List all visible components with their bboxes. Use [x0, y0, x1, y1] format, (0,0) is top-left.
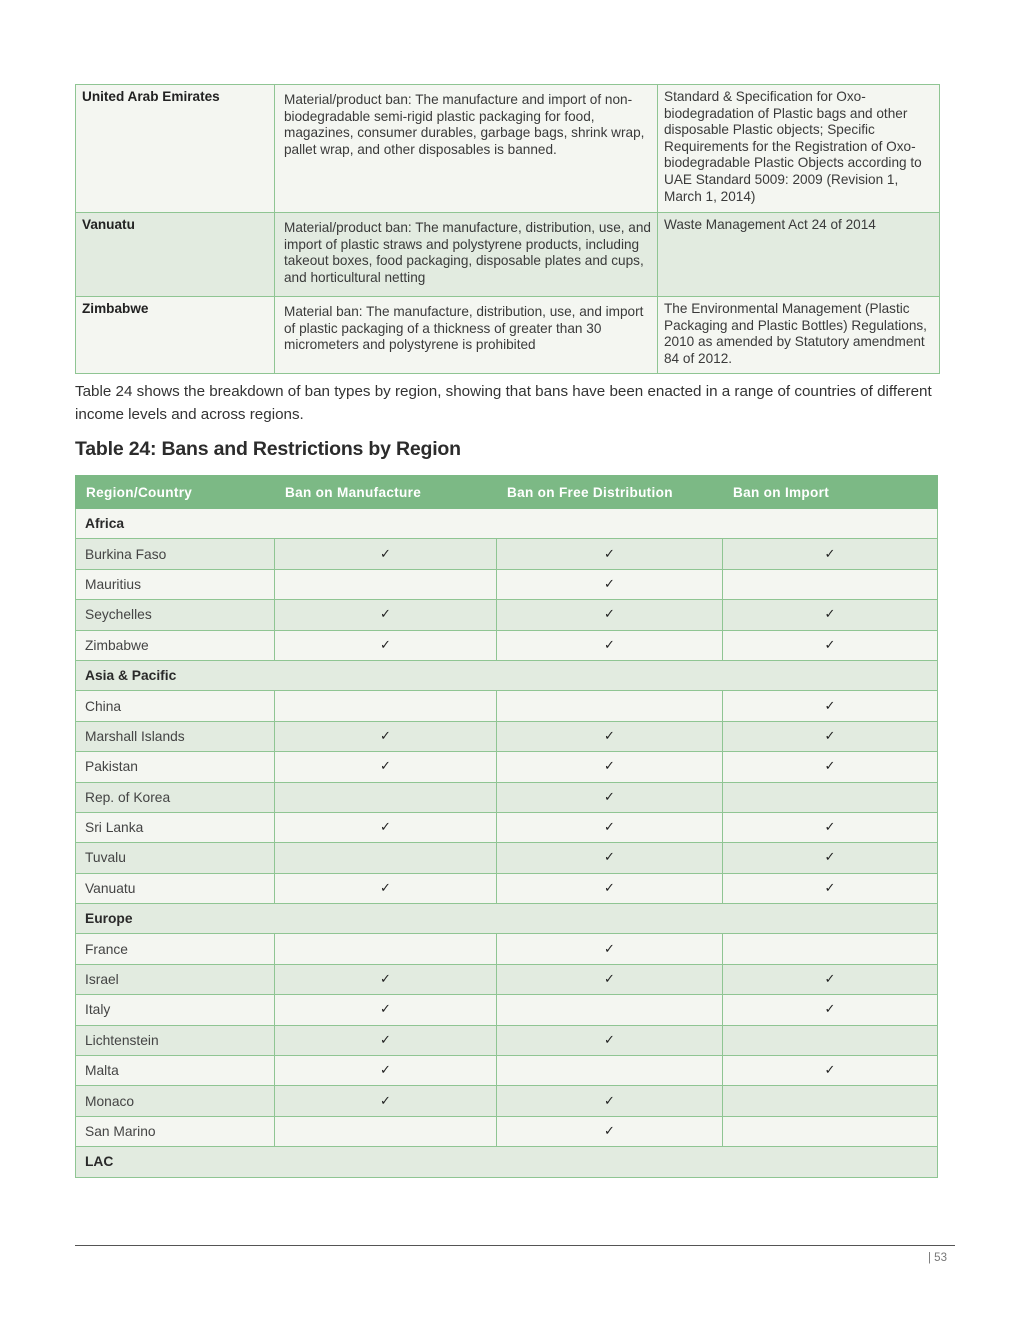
- table-row: [76, 995, 938, 1025]
- checkmark-icon: ✓: [604, 607, 615, 623]
- check-cell-distribution: [497, 934, 723, 964]
- check-cell-import: [723, 539, 938, 569]
- check-cell-import: [723, 782, 938, 812]
- header-ban-import: Ban on Import: [723, 476, 938, 509]
- check-cell-manufacture: [275, 600, 497, 630]
- region-table-body: [76, 509, 938, 1178]
- checkmark-icon: ✓: [604, 1093, 615, 1109]
- check-cell-distribution: [497, 995, 723, 1025]
- check-cell-import: [723, 873, 938, 903]
- check-cell-manufacture: [275, 721, 497, 751]
- check-cell-import: [723, 964, 938, 994]
- checkmark-icon: ✓: [604, 972, 615, 988]
- check-cell-manufacture: [275, 539, 497, 569]
- table-row: [76, 630, 938, 660]
- check-cell-import: [723, 721, 938, 751]
- check-cell-import: [723, 1056, 938, 1086]
- check-cell-manufacture: [275, 752, 497, 782]
- table-row: [76, 721, 938, 751]
- check-cell-manufacture: [275, 812, 497, 842]
- region-group-label: Africa: [76, 509, 938, 539]
- check-cell-import: [723, 843, 938, 873]
- checkmark-icon: ✓: [824, 820, 836, 836]
- check-cell-distribution: [497, 1116, 723, 1146]
- checkmark-icon: ✓: [824, 546, 836, 562]
- checkmark-icon: ✓: [380, 1002, 391, 1018]
- checkmark-icon: ✓: [824, 850, 836, 866]
- table-title: Table 24: Bans and Restrictions by Region: [75, 438, 461, 460]
- country-cell: Vanuatu: [76, 213, 275, 297]
- check-cell-distribution: [497, 721, 723, 751]
- table-row: [76, 213, 940, 297]
- checkmark-icon: ✓: [604, 576, 615, 592]
- checkmark-icon: ✓: [604, 941, 615, 957]
- check-cell-import: [723, 1025, 938, 1055]
- legislation-cell: Waste Management Act 24 of 2014: [658, 213, 940, 297]
- description-cell: Material/product ban: The manufacture, distribution, use, and import of plastic straws and polystyrene products, including takeout boxes, food packaging, disposable plates and cups, and horticultural netting: [275, 213, 658, 297]
- check-cell-manufacture: [275, 964, 497, 994]
- country-name-cell: Lichtenstein: [76, 1025, 275, 1055]
- check-cell-manufacture: [275, 782, 497, 812]
- checkmark-icon: ✓: [604, 850, 615, 866]
- country-cell: Zimbabwe: [76, 297, 275, 374]
- check-cell-import: [723, 752, 938, 782]
- check-cell-manufacture: [275, 995, 497, 1025]
- checkmark-icon: ✓: [604, 546, 615, 562]
- check-cell-manufacture: [275, 630, 497, 660]
- region-group-row: [76, 509, 938, 539]
- header-ban-distribution: Ban on Free Distribution: [497, 476, 723, 509]
- checkmark-icon: ✓: [380, 1032, 391, 1048]
- check-cell-manufacture: [275, 843, 497, 873]
- checkmark-icon: ✓: [604, 637, 615, 653]
- check-cell-import: [723, 569, 938, 599]
- checkmark-icon: ✓: [824, 759, 836, 775]
- country-name-cell: Seychelles: [76, 600, 275, 630]
- check-cell-import: [723, 1116, 938, 1146]
- country-name-cell: Tuvalu: [76, 843, 275, 873]
- checkmark-icon: ✓: [824, 698, 836, 714]
- check-cell-distribution: [497, 539, 723, 569]
- check-cell-distribution: [497, 964, 723, 994]
- checkmark-icon: ✓: [604, 759, 615, 775]
- legislation-table-continued: [75, 84, 940, 374]
- check-cell-manufacture: [275, 934, 497, 964]
- region-ban-table: [75, 475, 938, 1178]
- checkmark-icon: ✓: [380, 820, 391, 836]
- header-region-country: Region/Country: [76, 476, 275, 509]
- check-cell-import: [723, 691, 938, 721]
- region-group-row: [76, 1147, 938, 1177]
- check-cell-manufacture: [275, 1116, 497, 1146]
- table-row: [76, 1025, 938, 1055]
- check-cell-distribution: [497, 1025, 723, 1055]
- table-row: [76, 297, 940, 374]
- country-name-cell: Burkina Faso: [76, 539, 275, 569]
- country-name-cell: Sri Lanka: [76, 812, 275, 842]
- table-row: [76, 964, 938, 994]
- region-group-row: [76, 904, 938, 934]
- checkmark-icon: ✓: [380, 607, 391, 623]
- country-name-cell: Marshall Islands: [76, 721, 275, 751]
- check-cell-distribution: [497, 1086, 723, 1116]
- country-name-cell: Rep. of Korea: [76, 782, 275, 812]
- country-name-cell: France: [76, 934, 275, 964]
- country-name-cell: Mauritius: [76, 569, 275, 599]
- checkmark-icon: ✓: [380, 1063, 391, 1079]
- check-cell-import: [723, 995, 938, 1025]
- check-cell-distribution: [497, 569, 723, 599]
- check-cell-manufacture: [275, 569, 497, 599]
- check-cell-distribution: [497, 691, 723, 721]
- check-cell-import: [723, 1086, 938, 1116]
- checkmark-icon: ✓: [604, 728, 615, 744]
- checkmark-icon: ✓: [604, 880, 615, 896]
- legislation-cell: The Environmental Management (Plastic Packaging and Plastic Bottles) Regulations, 2010 as amended by Statutory amendment 84 of 2012.: [658, 297, 940, 374]
- check-cell-distribution: [497, 843, 723, 873]
- country-name-cell: Israel: [76, 964, 275, 994]
- checkmark-icon: ✓: [380, 1093, 391, 1109]
- check-cell-import: [723, 934, 938, 964]
- country-name-cell: Vanuatu: [76, 873, 275, 903]
- check-cell-distribution: [497, 752, 723, 782]
- table-row: [76, 569, 938, 599]
- table-header-row: [76, 476, 938, 509]
- country-name-cell: Monaco: [76, 1086, 275, 1116]
- table-row: [76, 782, 938, 812]
- check-cell-distribution: [497, 630, 723, 660]
- check-cell-manufacture: [275, 1086, 497, 1116]
- page-number: | 53: [928, 1252, 947, 1264]
- check-cell-import: [723, 630, 938, 660]
- country-name-cell: Malta: [76, 1056, 275, 1086]
- checkmark-icon: ✓: [824, 1002, 836, 1018]
- checkmark-icon: ✓: [380, 546, 391, 562]
- country-cell: United Arab Emirates: [76, 85, 275, 213]
- checkmark-icon: ✓: [604, 1032, 615, 1048]
- region-group-label: Europe: [76, 904, 938, 934]
- body-paragraph: Table 24 shows the breakdown of ban types by region, showing that bans have been enacted in a range of countries of different income levels and across regions.: [75, 383, 932, 423]
- check-cell-import: [723, 812, 938, 842]
- checkmark-icon: ✓: [604, 820, 615, 836]
- check-cell-manufacture: [275, 691, 497, 721]
- checkmark-icon: ✓: [380, 880, 391, 896]
- checkmark-icon: ✓: [824, 728, 836, 744]
- country-name-cell: China: [76, 691, 275, 721]
- check-cell-distribution: [497, 812, 723, 842]
- check-cell-manufacture: [275, 1056, 497, 1086]
- check-cell-manufacture: [275, 873, 497, 903]
- checkmark-icon: ✓: [604, 789, 615, 805]
- table-row: [76, 600, 938, 630]
- check-cell-distribution: [497, 600, 723, 630]
- description-cell: Material/product ban: The manufacture and import of non-biodegradable semi-rigid plastic packaging for food, magazines, consumer durables, garbage bags, shrink wrap, pallet wrap, and other disposables is banned.: [275, 85, 658, 213]
- check-cell-import: [723, 600, 938, 630]
- checkmark-icon: ✓: [380, 759, 391, 775]
- region-group-row: [76, 660, 938, 690]
- check-cell-distribution: [497, 782, 723, 812]
- check-cell-distribution: [497, 1056, 723, 1086]
- checkmark-icon: ✓: [824, 972, 836, 988]
- table-row: [76, 1056, 938, 1086]
- description-cell: Material ban: The manufacture, distribution, use, and import of plastic packaging of a thickness of greater than 30 micrometers and polystyrene is prohibited: [275, 297, 658, 374]
- check-cell-distribution: [497, 873, 723, 903]
- country-name-cell: Italy: [76, 995, 275, 1025]
- checkmark-icon: ✓: [824, 880, 836, 896]
- checkmark-icon: ✓: [824, 637, 836, 653]
- table-row: [76, 691, 938, 721]
- checkmark-icon: ✓: [380, 972, 391, 988]
- country-name-cell: Zimbabwe: [76, 630, 275, 660]
- checkmark-icon: ✓: [380, 637, 391, 653]
- table-row: [76, 1086, 938, 1116]
- checkmark-icon: ✓: [824, 1063, 836, 1079]
- region-group-label: Asia & Pacific: [76, 660, 938, 690]
- country-name-cell: San Marino: [76, 1116, 275, 1146]
- table-row: [76, 85, 940, 213]
- table-row: [76, 843, 938, 873]
- header-ban-manufacture: Ban on Manufacture: [275, 476, 497, 509]
- footer-divider: [75, 1245, 955, 1246]
- table-row: [76, 873, 938, 903]
- table-row: [76, 752, 938, 782]
- table-row: [76, 1116, 938, 1146]
- checkmark-icon: ✓: [824, 607, 836, 623]
- table-row: [76, 812, 938, 842]
- legislation-cell: Standard & Specification for Oxo-biodegradation of Plastic bags and other disposable Plastic objects; Specific Requirements for the Registration of Oxo-biodegradable Plastic Objects according to UAE Standard 5009: 2009 (Revision 1, March 1, 2014): [658, 85, 940, 213]
- checkmark-icon: ✓: [604, 1124, 615, 1139]
- region-group-label: LAC: [76, 1147, 938, 1177]
- checkmark-icon: ✓: [380, 728, 391, 744]
- country-name-cell: Pakistan: [76, 752, 275, 782]
- table-row: [76, 934, 938, 964]
- table-row: [76, 539, 938, 569]
- check-cell-manufacture: [275, 1025, 497, 1055]
